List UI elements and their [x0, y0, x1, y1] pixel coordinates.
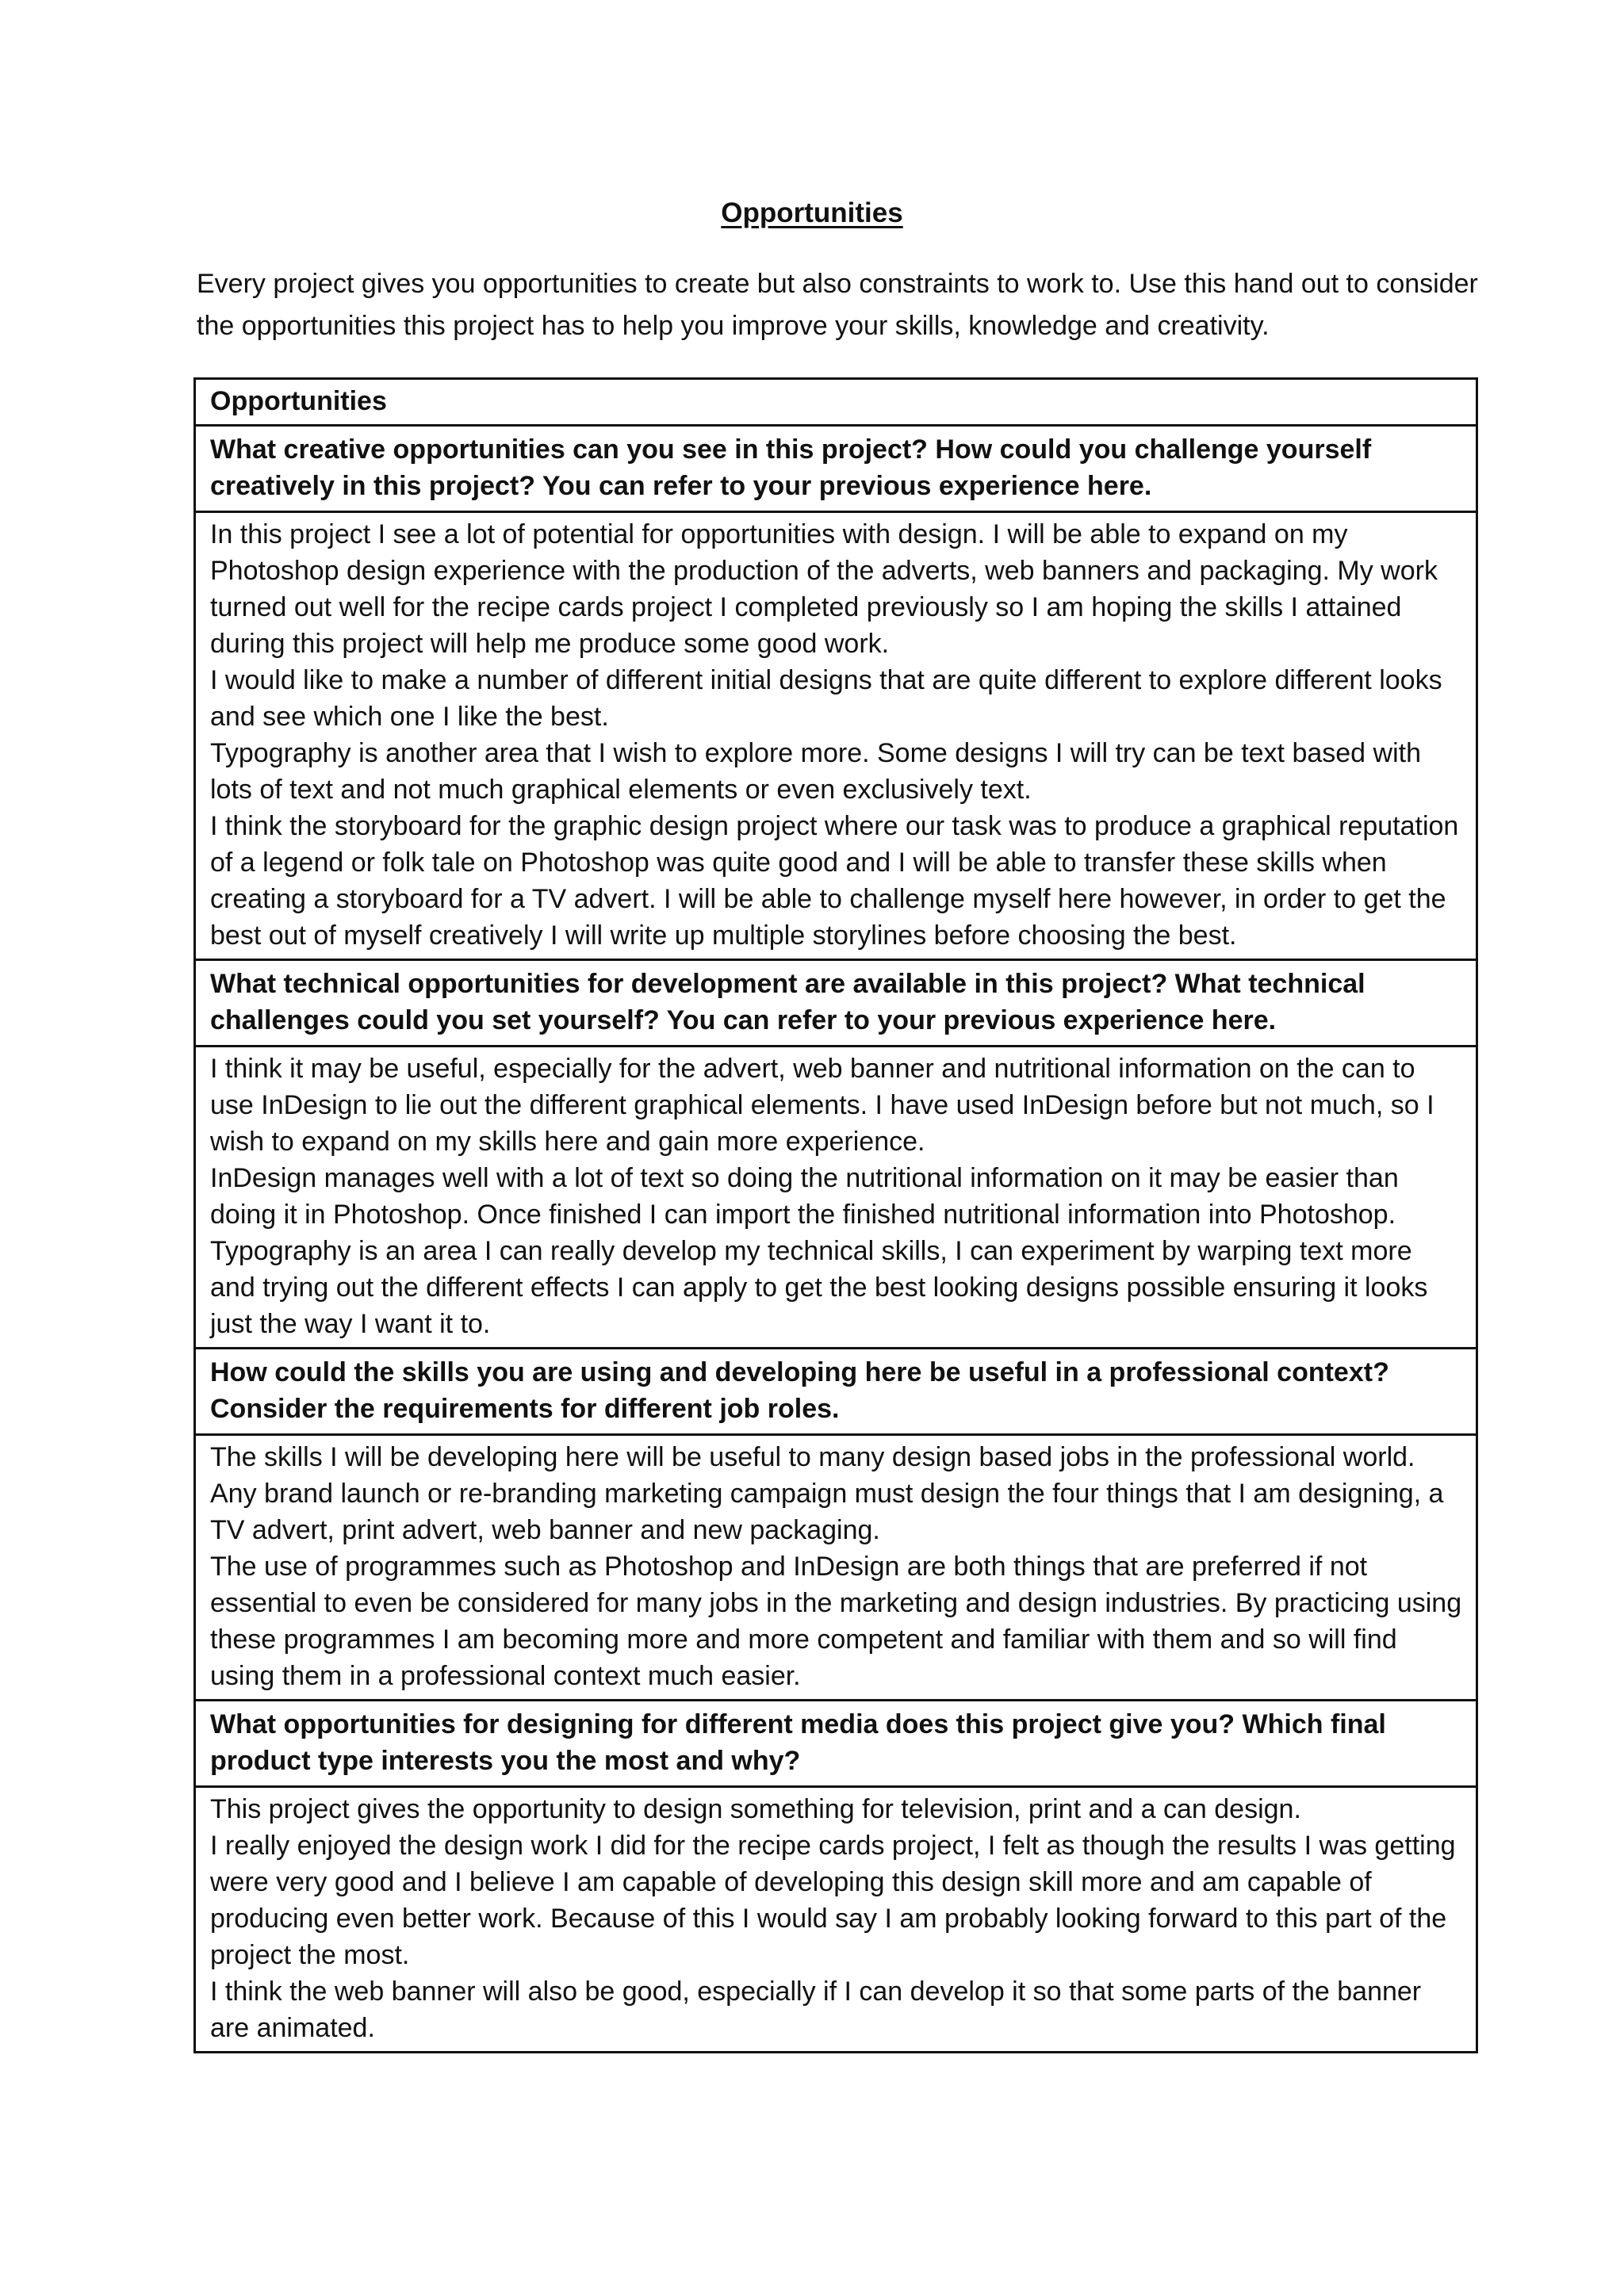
answer-paragraph: InDesign manages well with a lot of text so doing the nutritional information on it may be easier than doing it in Photoshop. Once finished I can import the finished nutritional information into Photoshop. — [210, 1163, 1399, 1230]
answer-row — [195, 512, 1477, 960]
answer-paragraph: The use of programmes such as Photoshop and InDesign are both things that are preferred if not essential to even be considered for many jobs in the marketing and design industries. By practicing using these programmes I am becoming more and more competent and familiar with them and so will find using them in a professional context much easier. — [210, 1552, 1462, 1691]
question-professional: How could the skills you are using and developing here be useful in a professional context? Consider the requirements for different job roles. — [195, 1349, 1477, 1435]
page-title: Opportunities — [721, 197, 903, 228]
answer-paragraph: The skills I will be developing here will be useful to many design based jobs in the professional world. Any brand launch or re-branding marketing campaign must design the four things that I am designing, a TV advert, print advert, web banner and new packaging. — [210, 1442, 1444, 1545]
answer-paragraph: I think the storyboard for the graphic design project where our task was to produce a graphical reputation of a legend or folk tale on Photoshop was quite good and I will be able to transfer these skills when creating a storyboard for a TV advert. I will be able to challenge myself here however, in order to get the best out of myself creatively I will write up multiple storylines before choosing the best. — [210, 811, 1459, 951]
question-creative: What creative opportunities can you see in this project? How could you challenge yourself creatively in this project? You can refer to your previous experience here. — [195, 426, 1477, 512]
answer-professional — [195, 1435, 1477, 1701]
answer-paragraph: I think it may be useful, especially for the advert, web banner and nutritional information on the can to use InDesign to lie out the different graphical elements. I have used InDesign before but not much, so I wish to expand on my skills here and gain more experience. — [210, 1054, 1434, 1157]
answer-creative — [195, 512, 1477, 960]
question-row — [195, 426, 1477, 512]
answer-paragraph: Typography is an area I can really develop my technical skills, I can experiment by warping text more and trying out the different effects I can apply to get the best looking designs possible ensuring it looks just the way I want it to. — [210, 1236, 1428, 1339]
answer-media — [195, 1787, 1477, 2053]
answer-paragraph: In this project I see a lot of potential for opportunities with design. I will be able to expand on my Photoshop design experience with the production of the adverts, web banners and packaging. My work turned out well for the recipe cards project I completed previously so I am hoping the skills I attained during this project will help me produce some good work. — [210, 519, 1438, 659]
answer-paragraph: Typography is another area that I wish to explore more. Some designs I will try can be text based with lots of text and not much graphical elements or even exclusively text. — [210, 738, 1421, 805]
question-media: What opportunities for designing for different media does this project give you? Which final product type interests you the most and why? — [195, 1701, 1477, 1787]
table-heading: Opportunities — [195, 379, 1477, 426]
question-row — [195, 1701, 1477, 1787]
question-row — [195, 960, 1477, 1047]
answer-paragraph: I would like to make a number of different initial designs that are quite different to explore different looks and see which one I like the best. — [210, 665, 1442, 732]
question-row — [195, 1349, 1477, 1435]
intro-paragraph: Every project gives you opportunities to create but also constraints to work to. Use this hand out to consider the opportunities this project has to help you improve your skills, knowledge and creativity. — [197, 269, 1478, 341]
answer-paragraph: I really enjoyed the design work I did for the recipe cards project, I felt as though the results I was getting were very good and I believe I am capable of developing this design skill more and am capable of producing even better work. Because of this I would say I am probably looking forward to this part of the project the most. — [210, 1831, 1456, 1970]
question-technical: What technical opportunities for development are available in this project? What technical challenges could you set yourself? You can refer to your previous experience here. — [195, 960, 1477, 1047]
opportunities-table — [193, 377, 1478, 2053]
table-heading-row — [195, 379, 1477, 426]
answer-paragraph: This project gives the opportunity to design something for television, print and a can design. — [210, 1794, 1301, 1824]
answer-row — [195, 1047, 1477, 1349]
answer-row — [195, 1787, 1477, 2053]
answer-row — [195, 1435, 1477, 1701]
answer-paragraph: I think the web banner will also be good, especially if I can develop it so that some parts of the banner are animated. — [210, 1976, 1422, 2043]
answer-technical — [195, 1047, 1477, 1349]
